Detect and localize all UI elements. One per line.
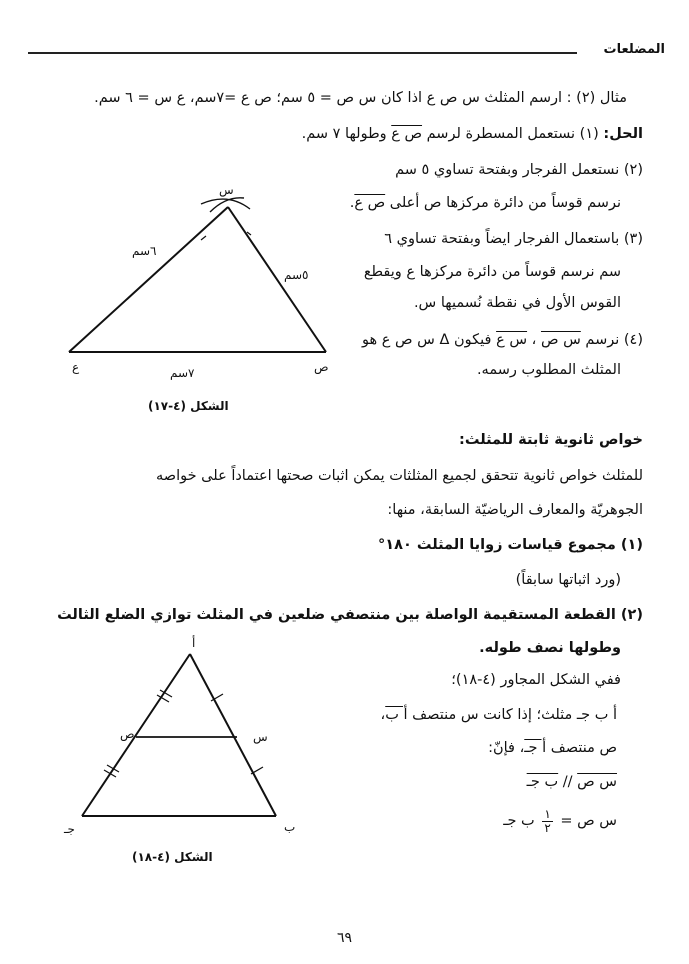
fig1-caption: الشكل (٤-١٧): [148, 399, 229, 413]
parallel-symbol: //: [558, 774, 578, 790]
property1-note: (ورد اثباتها سابقاً): [515, 572, 621, 588]
step4-text-a: (٤) نرسم: [580, 332, 643, 348]
solution-label: الحل:: [603, 126, 643, 142]
side-ac: [82, 654, 190, 816]
fig2-vertex-right-label: ب: [284, 820, 296, 834]
step4-line2: المثلث المطلوب رسمه.: [476, 362, 621, 378]
fig1-vertex-top-label: س: [219, 183, 234, 197]
step4-segment1: س ص: [540, 332, 581, 348]
fig2-vertex-left-label: جـ: [64, 822, 75, 836]
step2-text-a: نرسم قوساً من دائرة مركزها ص أعلى: [385, 195, 621, 211]
side-left: [69, 207, 228, 352]
step1-text-a: (١) نستعمل المسطرة لرسم: [422, 126, 604, 142]
step4-text-c: فيكون Δ س ص ع هو: [362, 332, 497, 348]
example-statement: مثال (٢) : ارسم المثلث س ص ع اذا كان س ص = ٥ سم؛ ص ع =٧سم، ع س = ٦ سم.: [94, 90, 627, 106]
fraction-denominator: ٢: [544, 820, 551, 835]
property2-line1: (٢) القطعة المستقيمة الواصلة بين منتصفي ضلعين في المثلث توازي الضلع الثالث: [57, 607, 643, 623]
given-line2: [488, 738, 617, 758]
step2-text-b: .: [349, 195, 355, 211]
solution-step1: [302, 124, 643, 144]
step3-line1: (٣) باستعمال الفرجار ايضاً وبفتحة تساوي ٦: [384, 231, 643, 247]
step2-segment: ص ع: [354, 195, 386, 211]
header-rule: [28, 52, 577, 54]
properties-heading: خواص ثانوية ثابتة للمثلث:: [459, 432, 643, 448]
result-half-text-b: ب جـ: [503, 813, 540, 829]
given2-text-b: ، فإنّ:: [488, 740, 525, 756]
side-right: [228, 207, 326, 352]
fraction-one-half: [542, 808, 552, 835]
fig1-side-left-label: ٦سم: [132, 244, 157, 258]
fig2-caption: الشكل (٤-١٨): [132, 850, 213, 864]
arc-marks: [201, 232, 251, 240]
fraction-numerator: ١: [544, 806, 551, 821]
fig1-side-right-label: ٥سم: [284, 268, 309, 282]
step1-segment: ص ع: [391, 126, 423, 142]
step4-line1: [362, 330, 643, 350]
property1: (١) مجموع قياسات زوايا المثلث ١٨٠°: [378, 537, 643, 553]
figure-reference: ففي الشكل المجاور (٤-١٨)؛: [451, 672, 621, 688]
fig1-vertex-right-label: ص: [314, 360, 329, 374]
step3-line2: سم نرسم قوساً من دائرة مركزها ع ويقطع: [363, 264, 621, 280]
given2-text-a: ص منتصف: [546, 740, 617, 756]
given1-text-a: أ ب جـ مثلث؛ إذا كانت س منتصف: [407, 707, 617, 723]
fig2-midpoint-right-label: س: [253, 730, 268, 744]
result-seg1: س ص: [577, 774, 617, 790]
step4-segment2: س ع: [496, 332, 528, 348]
header-title: المضلعات: [603, 42, 665, 57]
fig1-side-base-label: ٧سم: [170, 366, 195, 380]
given1-segment: أ ب: [385, 707, 408, 723]
property2-line2: وطولها نصف طوله.: [479, 640, 621, 656]
fig1-vertex-left-label: ع: [72, 360, 80, 374]
properties-intro-line1: للمثلث خواص ثانوية تتحقق لجميع المثلثات يمكن اثبات صحتها اعتماداً على خواصه: [156, 468, 643, 484]
fig2-midpoint-left-label: ص: [120, 727, 135, 741]
given1-text-b: ،: [380, 707, 386, 723]
step2-line1: (٢) نستعمل الفرجار وبفتحة تساوي ٥ سم: [395, 162, 643, 178]
result-half-length: [503, 806, 617, 836]
result-parallel: [527, 772, 617, 792]
result-seg2: ب جـ: [526, 774, 559, 790]
result-half-text-a: س ص =: [555, 813, 617, 829]
given-line1: [381, 705, 617, 725]
page-number: ٦٩: [336, 930, 353, 946]
step2-line2: [350, 193, 621, 213]
properties-intro-line2: الجوهريّة والمعارف الرياضيّة السابقة، منها:: [387, 502, 643, 518]
step3-line3: القوس الأول في نقطة نُسميها س.: [413, 295, 621, 311]
given2-segment: أ جـ: [524, 740, 547, 756]
step4-text-b: ،: [527, 332, 541, 348]
fig2-vertex-top-label: أ: [192, 636, 196, 650]
step1-text-b: وطولها ٧ سم.: [301, 126, 392, 142]
